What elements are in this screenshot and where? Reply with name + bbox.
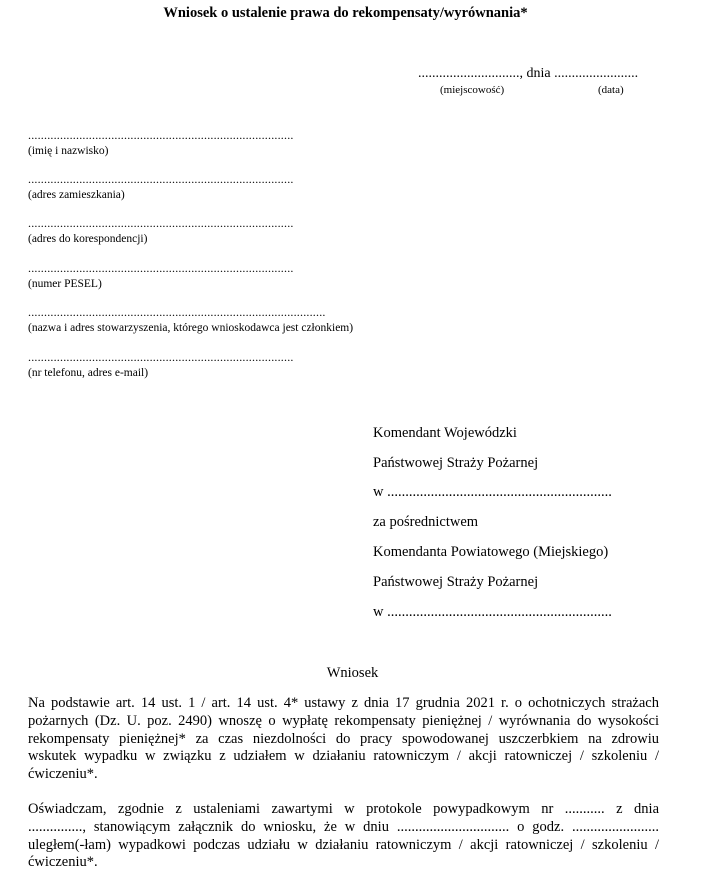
addressee-line-4: za pośrednictwem [373, 514, 479, 530]
place-date-line: ............................., dnia ........................ [418, 66, 639, 81]
paragraph-line: wskutek wypadku w związku z udziałem w działaniu ratowniczym / akcji ratowniczej / szkoleniu / [28, 748, 659, 765]
paragraph-request [28, 695, 659, 784]
pesel-label: (numer PESEL) [28, 278, 102, 290]
paragraph-line: ..............., stanowiącym załącznik do wniosku, że w dniu ............................... o godz. ........................ [28, 818, 659, 835]
addressee-line-7: w .............................................................. [373, 604, 612, 620]
association-dots: ............................................................................................. [28, 305, 326, 319]
paragraph-declaration [28, 801, 659, 872]
place-hint: (miejscowość) [440, 84, 505, 96]
addressee-line-2: Państwowej Straży Pożarnej [373, 455, 539, 471]
name-dots: ................................................................................... [28, 128, 294, 142]
correspondence-address-dots: ................................................................................... [28, 216, 294, 230]
paragraph-line: pożarnych (Dz. U. poz. 2490) wnoszę o wypłatę rekompensaty pieniężnej / wyrównania do wysokości [28, 712, 659, 729]
addressee-line-5: Komendanta Powiatowego (Miejskiego) [373, 544, 609, 560]
residence-address-dots: ................................................................................... [28, 172, 294, 186]
paragraph-line: Oświadczam, zgodnie z ustaleniami zawartymi w protokole powypadkowym nr ........... z dnia [28, 801, 659, 817]
document-title: Wniosek o ustalenie prawa do rekompensaty/wyrównania* [163, 5, 528, 21]
association-label: (nazwa i adres stowarzyszenia, którego wnioskodawca jest członkiem) [28, 322, 354, 334]
name-label: (imię i nazwisko) [28, 145, 109, 157]
paragraph-line: uległem(-łam) wypadkowi podczas udziału w działaniu ratowniczym / akcji ratowniczej / szkoleniu / [28, 836, 659, 853]
contact-label: (nr telefonu, adres e-mail) [28, 367, 149, 379]
paragraph-line: Na podstawie art. 14 ust. 1 / art. 14 ust. 4* ustawy z dnia 17 grudnia 2021 r. o ochotniczych strażach [28, 695, 659, 711]
addressee-line-1: Komendant Wojewódzki [373, 425, 517, 441]
residence-address-label: (adres zamieszkania) [28, 189, 125, 201]
paragraph-line: rekompensaty pieniężnej* za czas niezdolności do pracy spowodowanej uszczerbkiem na zdrowiu [28, 730, 659, 747]
pesel-dots: ................................................................................... [28, 261, 294, 275]
correspondence-address-label: (adres do korespondencji) [28, 233, 148, 245]
date-hint: (data) [598, 84, 624, 96]
addressee-line-6: Państwowej Straży Pożarnej [373, 574, 539, 590]
contact-dots: ................................................................................... [28, 350, 294, 364]
addressee-line-3: w .............................................................. [373, 484, 612, 500]
paragraph-line: ćwiczeniu*. [28, 766, 98, 783]
paragraph-line: ćwiczeniu*. [28, 854, 98, 871]
section-title: Wniosek [326, 665, 379, 681]
